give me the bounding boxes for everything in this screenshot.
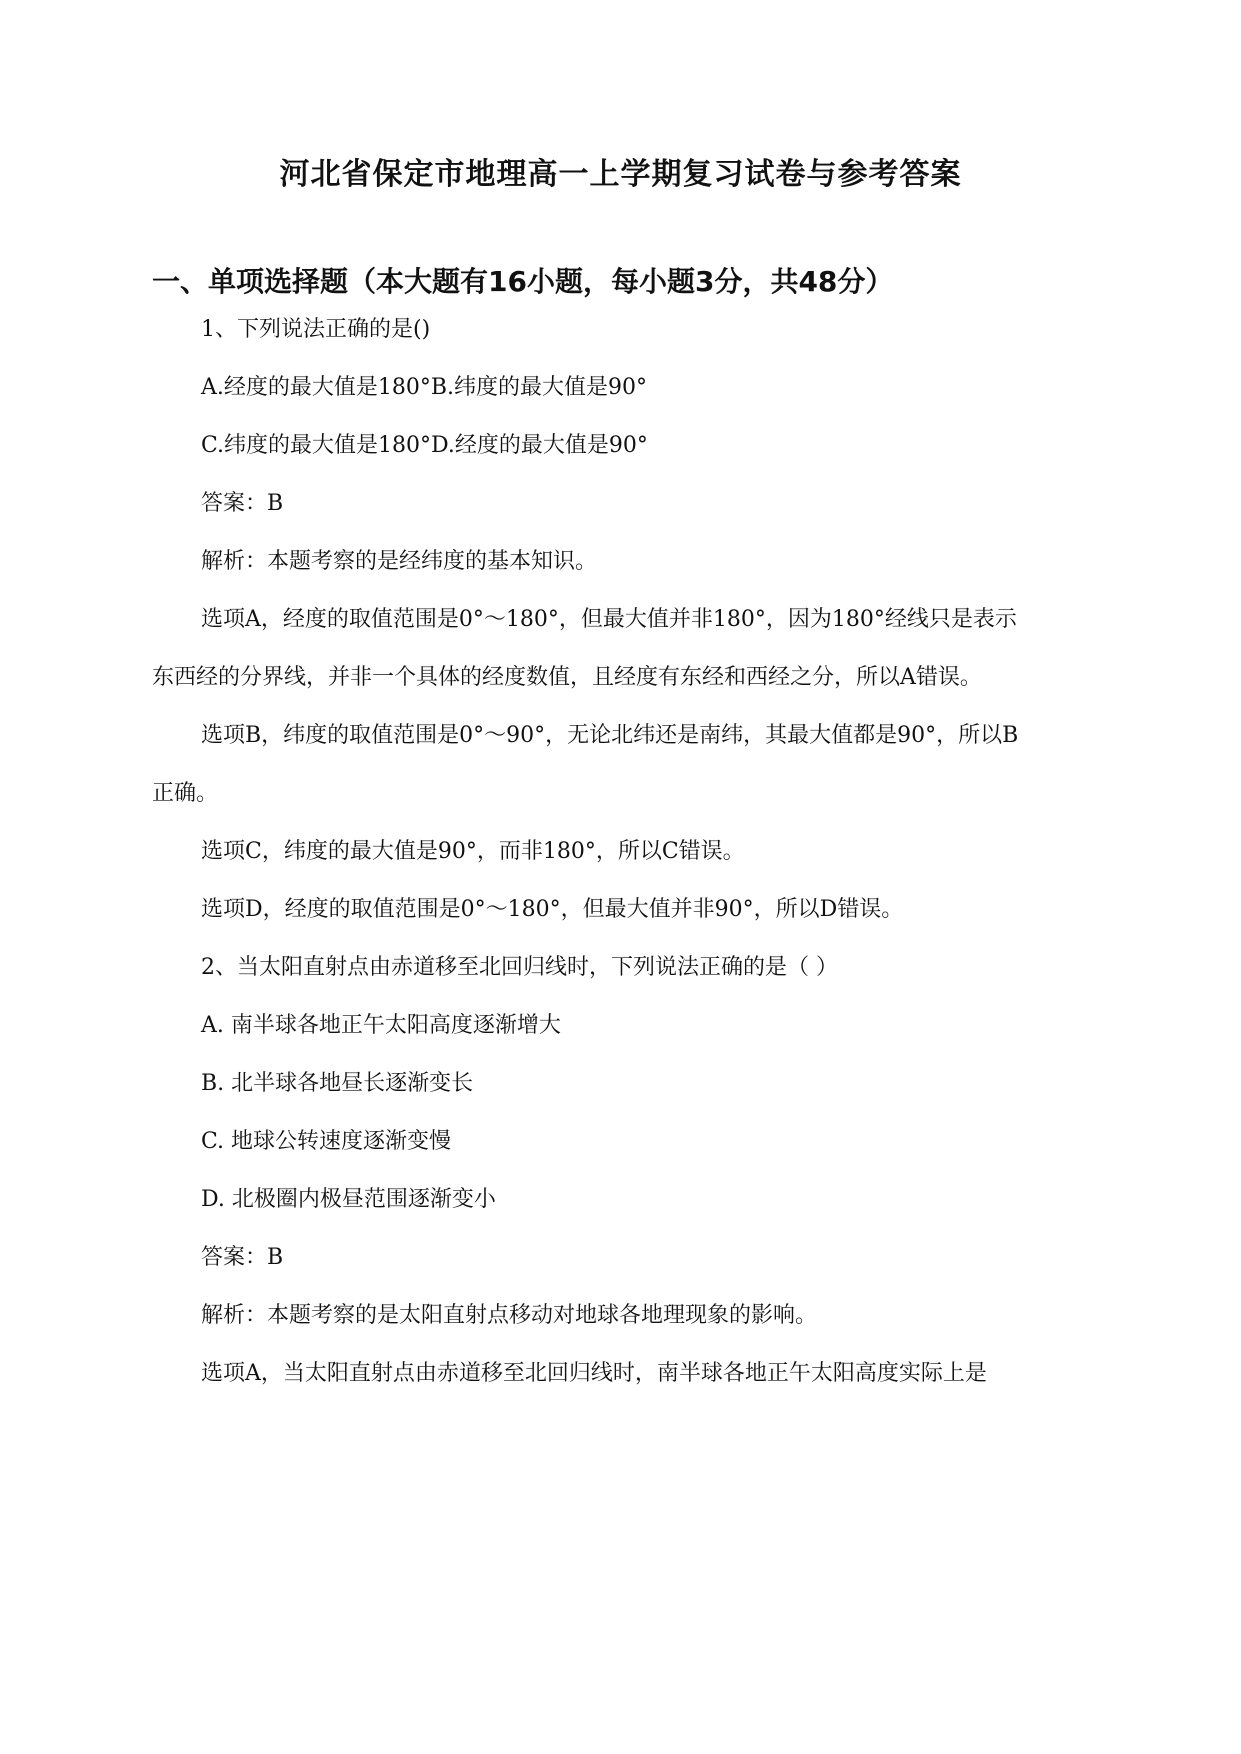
section-heading: 一、单项选择题（本大题有16小题，每小题3分，共48分） <box>152 265 894 298</box>
question-2-answer: 答案：B <box>201 1245 284 1270</box>
question-1-stem: 1、下列说法正确的是() <box>201 317 431 342</box>
question-1-explanation-b-line-1: 选项B，纬度的取值范围是0°～90°，无论北纬还是南纬，其最大值都是90°，所以B <box>201 723 1019 748</box>
question-2-explanation-a-line-1: 选项A，当太阳直射点由赤道移至北回归线时，南半球各地正午太阳高度实际上是 <box>201 1361 987 1386</box>
document-title: 河北省保定市地理高一上学期复习试卷与参考答案 <box>279 157 962 192</box>
question-1-options-cd: C.纬度的最大值是180°D.经度的最大值是90° <box>201 433 648 458</box>
question-2-option-d: D. 北极圈内极昼范围逐渐变小 <box>201 1187 496 1212</box>
question-1-answer: 答案：B <box>201 491 284 516</box>
question-2-analysis: 解析：本题考察的是太阳直射点移动对地球各地理现象的影响。 <box>201 1303 818 1328</box>
question-1-explanation-b-line-2: 正确。 <box>152 781 219 806</box>
question-1-explanation-a-line-1: 选项A，经度的取值范围是0°～180°，但最大值并非180°，因为180°经线只是表示 <box>201 607 1017 632</box>
question-2-option-c: C. 地球公转速度逐渐变慢 <box>201 1129 452 1154</box>
question-2-option-b: B. 北半球各地昼长逐渐变长 <box>201 1071 474 1096</box>
question-1-options-ab: A.经度的最大值是180°B.纬度的最大值是90° <box>201 375 648 400</box>
question-1-analysis: 解析：本题考察的是经纬度的基本知识。 <box>201 549 598 574</box>
question-1-explanation-d: 选项D，经度的取值范围是0°～180°，但最大值并非90°，所以D错误。 <box>201 897 904 922</box>
question-1-explanation-a-line-2: 东西经的分界线，并非一个具体的经度数值，且经度有东经和西经之分，所以A错误。 <box>152 665 982 690</box>
question-2-option-a: A. 南半球各地正午太阳高度逐渐增大 <box>201 1013 561 1038</box>
question-2-stem: 2、当太阳直射点由赤道移至北回归线时，下列说法正确的是（ ） <box>201 955 838 980</box>
question-1-explanation-c: 选项C，纬度的最大值是90°，而非180°，所以C错误。 <box>201 839 745 864</box>
